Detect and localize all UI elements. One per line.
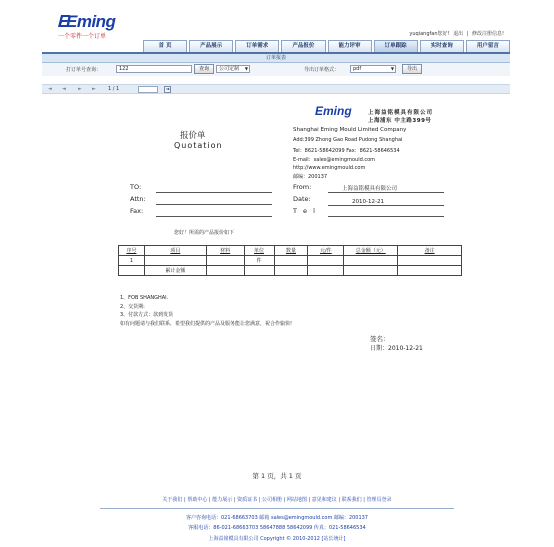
order-number-label: 打订单号查询： [66,67,102,73]
term-item: 1、FOB SHANGHAI. [120,295,169,301]
table-row [119,256,462,266]
prev-page-icon[interactable]: ◄ [62,86,66,92]
company-address-en: Add:399 Zhong Gao Road Pudong Shanghai [293,137,403,143]
date-label: Date: [293,195,311,203]
sign-date: 日期：2010-12-21 [370,345,423,352]
export-format-select[interactable]: pdf ▼ [350,65,396,73]
nav-tab-messages[interactable]: 用户留言 [466,40,510,52]
first-page-icon[interactable]: ◄ [48,86,52,92]
section-title: 订单报表 [42,54,510,63]
table-cell [206,256,244,266]
user-greeting: yuqiangfan您好! [409,31,450,37]
nav-tab-capability-review[interactable]: 能力评审 [328,40,372,52]
footer-link-album[interactable]: 公司相册 [261,497,282,503]
next-page-icon[interactable]: ► [78,86,82,92]
to-line [156,192,272,193]
page-jump-input[interactable] [138,86,158,93]
company-postcode: 邮编：200137 [293,174,328,180]
eming-logo [58,12,128,38]
last-page-icon[interactable]: ► [92,86,96,92]
from-line [328,192,444,193]
attn-line [156,204,272,205]
refresh-icon[interactable] [164,86,171,93]
logout-link[interactable]: 退出 [453,31,464,37]
fax-line [156,216,272,217]
table-cell [144,256,206,266]
term-item: 3、付款方式：款到发货 [120,312,174,318]
table-cell: 件 [244,256,274,266]
total-label: 累计金额 [144,266,206,276]
quote-title-en: Quotation [174,141,223,150]
change-password-link[interactable]: 修改注册信息! [471,31,504,37]
footer-divider [100,508,454,509]
table-cell [344,256,398,266]
slogan: 一个零件一个订单 [58,33,107,40]
document-logo: Eming [315,104,352,118]
logo-text: Eming [66,12,116,31]
footer-link-about[interactable]: 关于我们 [162,497,183,503]
footer-link-certificates[interactable]: 资质证书 [237,497,258,503]
footer-link-capability[interactable]: 能力展示 [212,497,233,503]
footer-links: 关于我们 | 帮助中心 | 能力展示 | 资质证书 | 公司相册 | 网站地图 | 意见和建议 | 联系我们 | 管理员登录 [162,497,392,503]
footer-link-admin-login[interactable]: 管理员登录 [366,497,392,503]
attn-label: Attn: [130,195,146,203]
table-cell [308,256,344,266]
export-button[interactable]: 导出 [402,64,422,74]
query-button[interactable]: 查询 [194,64,214,74]
table-header-row [119,246,462,256]
company-address-cn: 上海浦东 中主路399号 [368,118,432,124]
main-nav [143,40,510,52]
company-website: http://www.emingmould.com [293,165,366,171]
term-item: 2、交货期: [120,304,145,310]
footer-phone-info: 客服电话：86-021-68663703 58647888 58642099 传真：021-58646534 [188,525,366,531]
quote-items-table [118,245,462,276]
page-number: 第 1 页，共 1 页 [252,472,302,480]
column-header: 总金额（元） [344,246,398,256]
nav-tab-products[interactable]: 产品展示 [189,40,233,52]
footer-copyright: 上海益铭模具有限公司 Copyright © 2010-2012 [站长统计] [208,536,346,542]
total-row [119,266,462,276]
order-number-input[interactable]: 122 [116,65,192,73]
column-header: 项目 [144,246,206,256]
footer-link-feedback[interactable]: 意见和建议 [311,497,337,503]
closing-remark: 如有问题请与我们联系，希望我们提供的产品及服务能让您满意，祝合作愉快! [120,321,293,327]
nav-tab-order-tracking[interactable]: 订单跟踪 [374,40,418,52]
quote-intro: 您好！所需的产品报价如下 [174,230,235,236]
tel-line [328,216,444,217]
nav-tab-product-quote[interactable]: 产品报价 [281,40,325,52]
date-value: 2010-12-21 [352,199,384,205]
footer-link-help[interactable]: 帮助中心 [187,497,208,503]
export-format-label: 导出订单格式： [304,67,340,73]
scope-select[interactable]: 公司定制 ▼ [216,65,250,73]
from-label: From: [293,183,312,191]
column-header: 材料 [206,246,244,256]
table-cell [398,256,462,266]
table-cell: 1 [119,256,145,266]
tel-label: T e l [293,207,317,215]
company-email: E-mail：sales@emingmould.com [293,157,376,163]
column-header: 备注 [398,246,462,256]
column-header: 元/件 [308,246,344,256]
quotation-document [42,96,510,466]
company-name-en: Shanghai Eming Mould Limited Company [293,127,407,133]
report-toolbar [42,84,510,94]
footer-link-sitemap[interactable]: 网站地图 [286,497,307,503]
fax-label: Fax: [130,207,144,215]
column-header: 单位 [244,246,274,256]
user-links [407,30,504,37]
footer-link-contact[interactable]: 联系我们 [341,497,362,503]
date-line [328,205,444,206]
column-header: 数量 [274,246,308,256]
search-bar [42,63,510,76]
company-tel-fax: Tel：8621-58642099 Fax：8621-58646534 [293,148,400,154]
nav-tab-home[interactable]: 首 页 [143,40,187,52]
from-value: 上海益铭模具有限公司 [342,186,398,192]
table-cell [274,256,308,266]
page-info: 1 / 1 [108,86,120,92]
column-header: 序号 [119,246,145,256]
quote-title-cn: 报价单 [180,131,206,141]
footer-service-info: 客户咨询电话：021-68663703 邮箱 sales@emingmould.com 邮编：200137 [185,515,368,521]
nav-tab-realtime-query[interactable]: 实时查询 [420,40,464,52]
to-label: TO: [130,183,142,191]
sign-label: 签名： [370,335,390,343]
nav-tab-order-requirements[interactable]: 订单需求 [235,40,279,52]
link-separator: | [466,31,469,37]
company-name-cn: 上海益铭模具有限公司 [368,110,434,116]
